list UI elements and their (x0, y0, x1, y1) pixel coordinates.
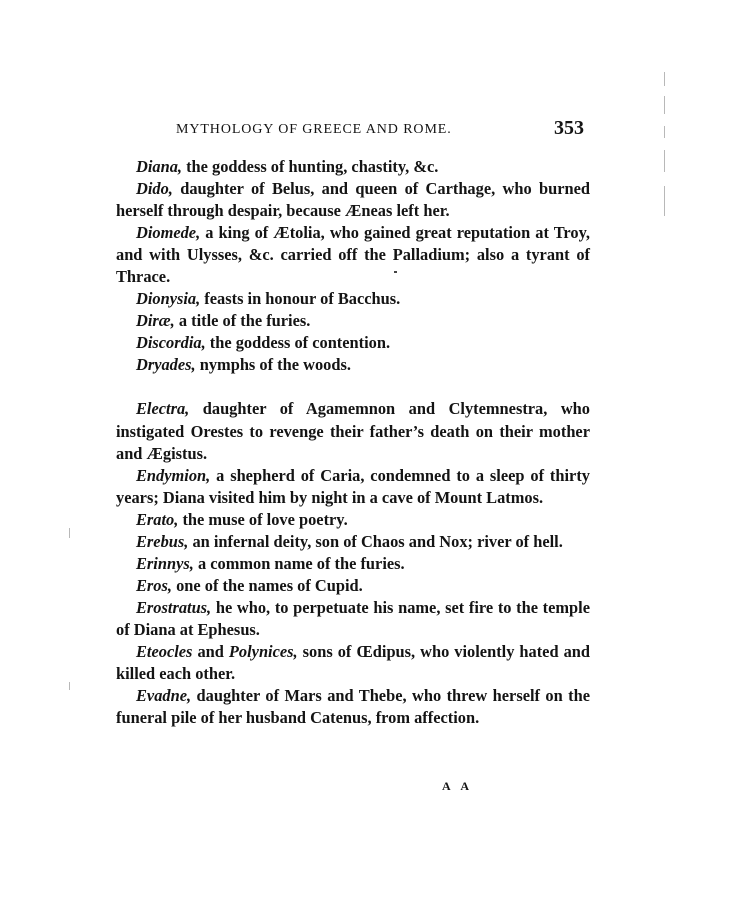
entry-text: a title of the furies. (174, 311, 311, 331)
entry-term: Erinnys, (136, 553, 194, 573)
entry-text: a common name of the furies. (193, 553, 405, 573)
entry-text: an infernal deity, son of Chaos and Nox; river of hell. (188, 531, 563, 551)
entry-term: Erostratus, (136, 597, 212, 617)
entry-text: a shepherd of Caria, condemned to a sleep of thirty years; Diana visited him by night in a cave of Mount Latmos. (116, 465, 590, 507)
entry-term: Dido, (136, 179, 173, 199)
scan-margin-mark (664, 126, 665, 138)
scan-speck (394, 271, 397, 273)
entry-text: a king of Ætolia, who gained great reputation at Troy, and with Ulysses, &c. carried off the Palladium; also a tyrant of Thrace. (116, 223, 590, 287)
entry-text: the muse of love poetry. (178, 509, 348, 529)
entry-erinnys (116, 553, 590, 575)
scan-margin-mark (69, 682, 70, 690)
entry-term: Diræ, (136, 311, 175, 331)
entry-term: Dionysia, (136, 289, 201, 309)
entry-term: Dryades, (136, 355, 196, 375)
page-header (116, 117, 590, 143)
glossary-body (116, 156, 590, 729)
entry-erato (116, 509, 590, 531)
page-number: 353 (554, 117, 584, 139)
entry-text-second: sons of Œdipus, who violently hated and killed each other. (116, 641, 591, 684)
entry-text: daughter of Belus, and queen of Carthage, who burned herself through despair, because Æneas left her. (116, 179, 590, 221)
entry-term: Diomede, (136, 223, 201, 243)
entry-erostratus (116, 597, 590, 641)
entry-eros (116, 575, 590, 597)
entry-diana (116, 156, 590, 178)
entry-term: Eteocles (136, 641, 193, 661)
entry-text: he who, to perpetuate his name, set fire to the temple of Diana at Ephesus. (116, 597, 590, 639)
entry-discordia (116, 332, 590, 354)
entry-eteocles-polynices (116, 641, 590, 685)
entry-text: nymphs of the woods. (195, 355, 351, 375)
entry-erebus (116, 531, 590, 553)
entry-term: Erebus, (136, 531, 189, 551)
entry-text: one of the names of Cupid. (171, 575, 363, 595)
scan-margin-mark (664, 186, 665, 216)
scan-margin-mark (664, 96, 665, 114)
entry-term: Eros, (136, 575, 172, 595)
entry-text: the goddess of hunting, chastity, &c. (182, 157, 439, 176)
scan-margin-mark (69, 528, 70, 538)
entry-text: daughter of Agamemnon and Clytemnestra, who instigated Orestes to revenge their father’s death on their mother and Ægistus. (116, 399, 590, 463)
entry-term: Discordia, (136, 333, 206, 353)
entry-term: Diana, (136, 157, 182, 176)
entry-electra (116, 398, 590, 464)
scan-margin-mark (664, 150, 665, 172)
entry-term-second: Polynices, (228, 641, 298, 661)
entry-term: Evadne, (136, 686, 192, 706)
entry-dionysia (116, 288, 590, 310)
entry-term: Erato, (136, 509, 179, 529)
entry-diomede (116, 222, 590, 288)
signature-mark: A A (442, 779, 474, 793)
entry-text: and (192, 641, 229, 661)
entry-endymion (116, 465, 590, 509)
entry-text: feasts in honour of Bacchus. (200, 289, 401, 309)
entry-dido (116, 178, 590, 222)
entry-term: Electra, (136, 399, 190, 419)
entry-evadne (116, 685, 590, 729)
entry-text: daughter of Mars and Thebe, who threw herself on the funeral pile of her husband Catenus, from affection. (116, 686, 590, 728)
entry-text: the goddess of contention. (205, 333, 391, 353)
running-head: MYTHOLOGY OF GREECE AND ROME. (176, 122, 452, 137)
entry-dirae (116, 310, 590, 332)
entry-term: Endymion, (136, 465, 211, 485)
scan-margin-mark (664, 72, 665, 86)
entry-dryades (116, 354, 590, 376)
